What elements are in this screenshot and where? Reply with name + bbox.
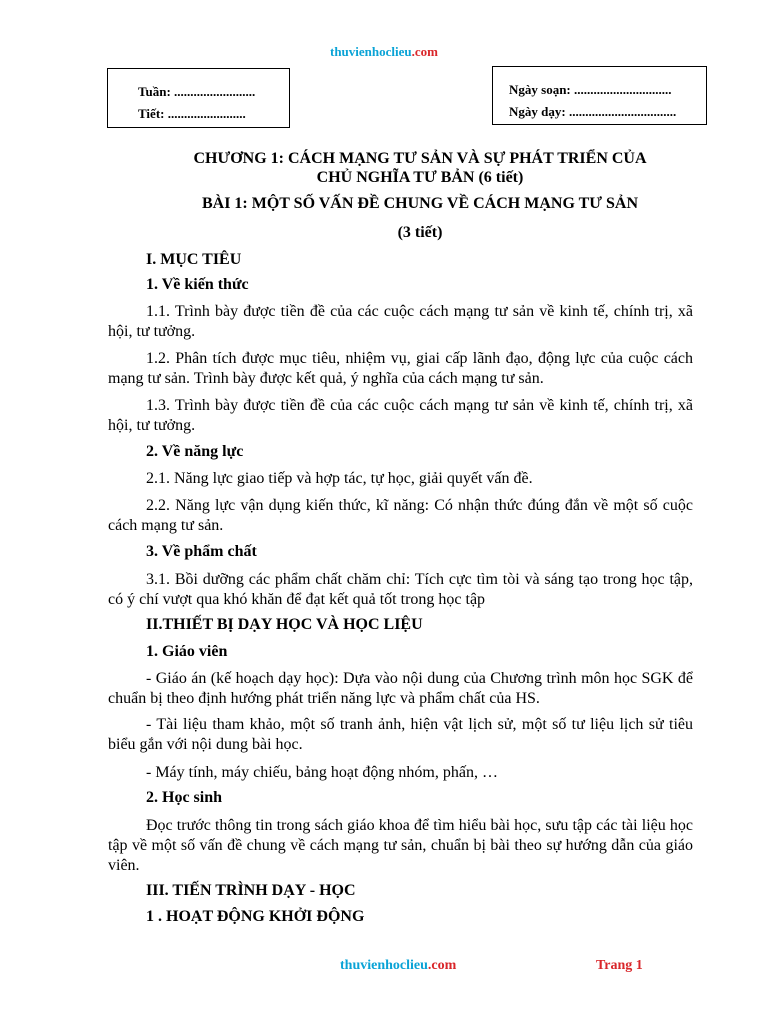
chapter-title-line2: CHỦ NGHĨA TƯ BẢN (6 tiết) [316,169,524,186]
paragraph: - Giáo án (kế hoạch dạy học): Dựa vào nội dung của Chương trình môn học SGK để chuẩn bị theo định hướng phát triển năng lực và phẩm chất của HS. [108,670,693,707]
subsection-heading: 2. Học sinh [146,789,223,806]
site-domain: .com [411,44,438,59]
paragraph: 2.1. Năng lực giao tiếp và hợp tác, tự học, giải quyết vấn đề. [146,470,533,487]
footer-site-name: thuvienhoclieu [340,958,428,973]
section-heading: I. MỤC TIÊU [146,251,242,268]
section-heading: II.THIẾT BỊ DẠY HỌC VÀ HỌC LIỆU [146,616,423,633]
subsection-heading: 1. Về kiến thức [146,276,249,293]
footer-site-link[interactable] [340,958,456,974]
section-heading: III. TIẾN TRÌNH DẠY - HỌC [146,882,356,899]
ngay-day-field: Ngày dạy: ................................. [509,104,677,119]
paragraph: 1.1. Trình bày được tiền đề của các cuộc cách mạng tư sản về kinh tế, chính trị, xã hội, tư tưởng. [108,303,693,340]
week-period-box [107,68,290,128]
page-number: Trang 1 [596,958,643,973]
header-site-link[interactable] [0,44,768,60]
ngay-soan-field: Ngày soạn: .............................. [509,82,672,97]
lesson-duration: (3 tiết) [397,224,443,241]
tuan-field: Tuần: ......................... [138,84,256,99]
subsection-heading: 2. Về năng lực [146,443,244,460]
paragraph: Đọc trước thông tin trong sách giáo khoa để tìm hiểu bài học, sưu tập các tài liệu học tập về một số vấn đề chung về cách mạng tư sản, chuẩn bị bài theo sự hướng dẫn của giáo viên. [108,817,693,874]
tiet-field: Tiết: ........................ [138,106,246,121]
chapter-title-line1: CHƯƠNG 1: CÁCH MẠNG TƯ SẢN VÀ SỰ PHÁT TRIỂN CỦA [193,150,647,167]
date-box [492,66,707,125]
paragraph: - Tài liệu tham khảo, một số tranh ảnh, hiện vật lịch sử, một số tư liệu lịch sử tiêu biểu gắn với nội dung bài học. [108,716,693,753]
paragraph: 1.2. Phân tích được mục tiêu, nhiệm vụ, giai cấp lãnh đạo, động lực của cuộc cách mạng tư sản. Trình bày được kết quả, ý nghĩa của cách mạng tư sản. [108,350,693,387]
paragraph: 3.1. Bồi dưỡng các phẩm chất chăm chỉ: Tích cực tìm tòi và sáng tạo trong học tập, có ý chí vượt qua khó khăn để đạt kết quả tốt trong học tập [108,571,693,608]
paragraph: 2.2. Năng lực vận dụng kiến thức, kĩ năng: Có nhận thức đúng đắn về một số cuộc cách mạng tư sản. [108,497,693,534]
paragraph: 1.3. Trình bày được tiền đề của các cuộc cách mạng tư sản về kinh tế, chính trị, xã hội, tư tưởng. [108,397,693,434]
site-name: thuvienhoclieu [330,44,412,59]
paragraph: - Máy tính, máy chiếu, bảng hoạt động nhóm, phấn, … [146,764,498,781]
subsection-heading: 1 . HOẠT ĐỘNG KHỞI ĐỘNG [146,908,365,925]
subsection-heading: 3. Về phẩm chất [146,543,257,560]
lesson-title: BÀI 1: MỘT SỐ VẤN ĐỀ CHUNG VỀ CÁCH MẠNG TƯ SẢN [201,195,639,212]
subsection-heading: 1. Giáo viên [146,643,228,660]
footer-site-domain: .com [427,958,457,973]
